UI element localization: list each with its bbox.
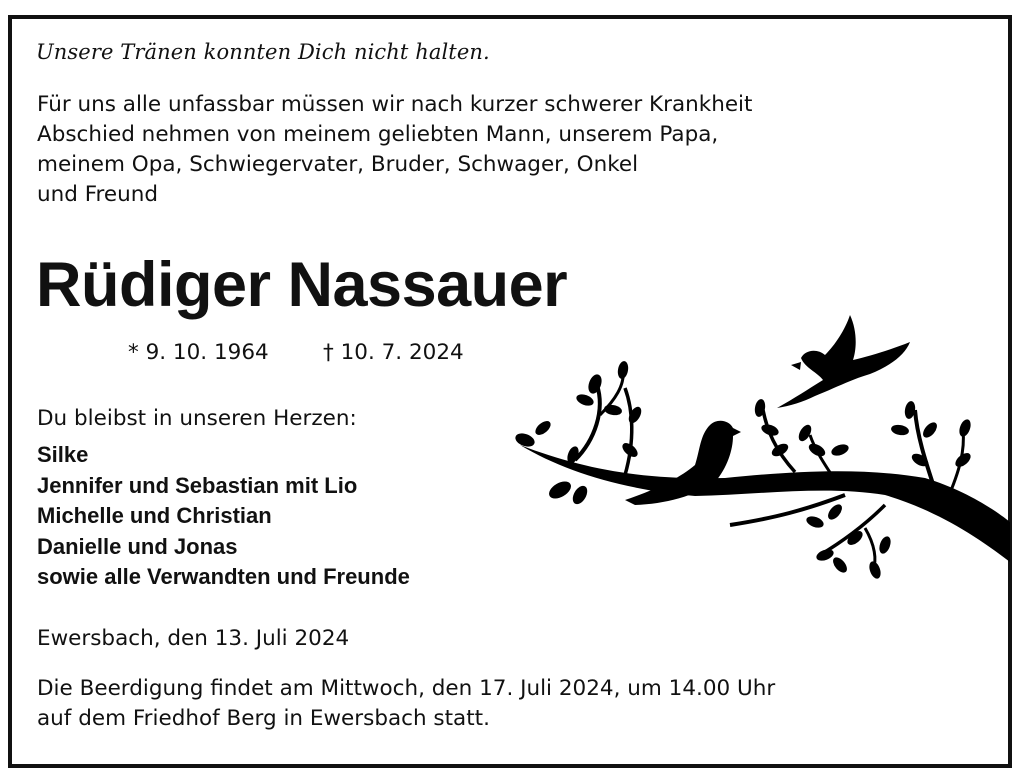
- birth-date: * 9. 10. 1964: [128, 340, 269, 365]
- intro-text: [37, 90, 752, 210]
- funeral-line: Die Beerdigung findet am Mittwoch, den 17. Juli 2024, um 14.00 Uhr: [37, 676, 776, 701]
- mourner: Danielle und Jonas: [37, 533, 238, 559]
- funeral-info: [37, 674, 775, 734]
- deceased-name: Rüdiger Nassauer: [36, 250, 568, 320]
- mourners-list: [37, 440, 410, 593]
- closing-intro: Du bleibst in unseren Herzen:: [37, 406, 357, 431]
- mourner: Silke: [37, 442, 89, 467]
- intro-line: Für uns alle unfassbar müssen wir nach kurzer schwerer Krankheit: [37, 92, 753, 117]
- funeral-line: auf dem Friedhof Berg in Ewersbach statt.: [37, 706, 490, 731]
- intro-line: und Freund: [37, 182, 159, 207]
- intro-line: meinem Opa, Schwiegervater, Bruder, Schwager, Onkel: [37, 152, 639, 177]
- birds-on-branch-silhouette-icon: [505, 300, 1015, 590]
- place-date: Ewersbach, den 13. Juli 2024: [37, 626, 350, 651]
- death-date: † 10. 7. 2024: [323, 340, 464, 365]
- mourner: Michelle und Christian: [37, 503, 272, 528]
- intro-line: Abschied nehmen von meinem geliebten Mann, unserem Papa,: [37, 122, 719, 147]
- motto: Unsere Tränen konnten Dich nicht halten.: [36, 40, 490, 64]
- mourner: Jennifer und Sebastian mit Lio: [37, 472, 358, 498]
- mourner: sowie alle Verwandten und Freunde: [37, 564, 410, 589]
